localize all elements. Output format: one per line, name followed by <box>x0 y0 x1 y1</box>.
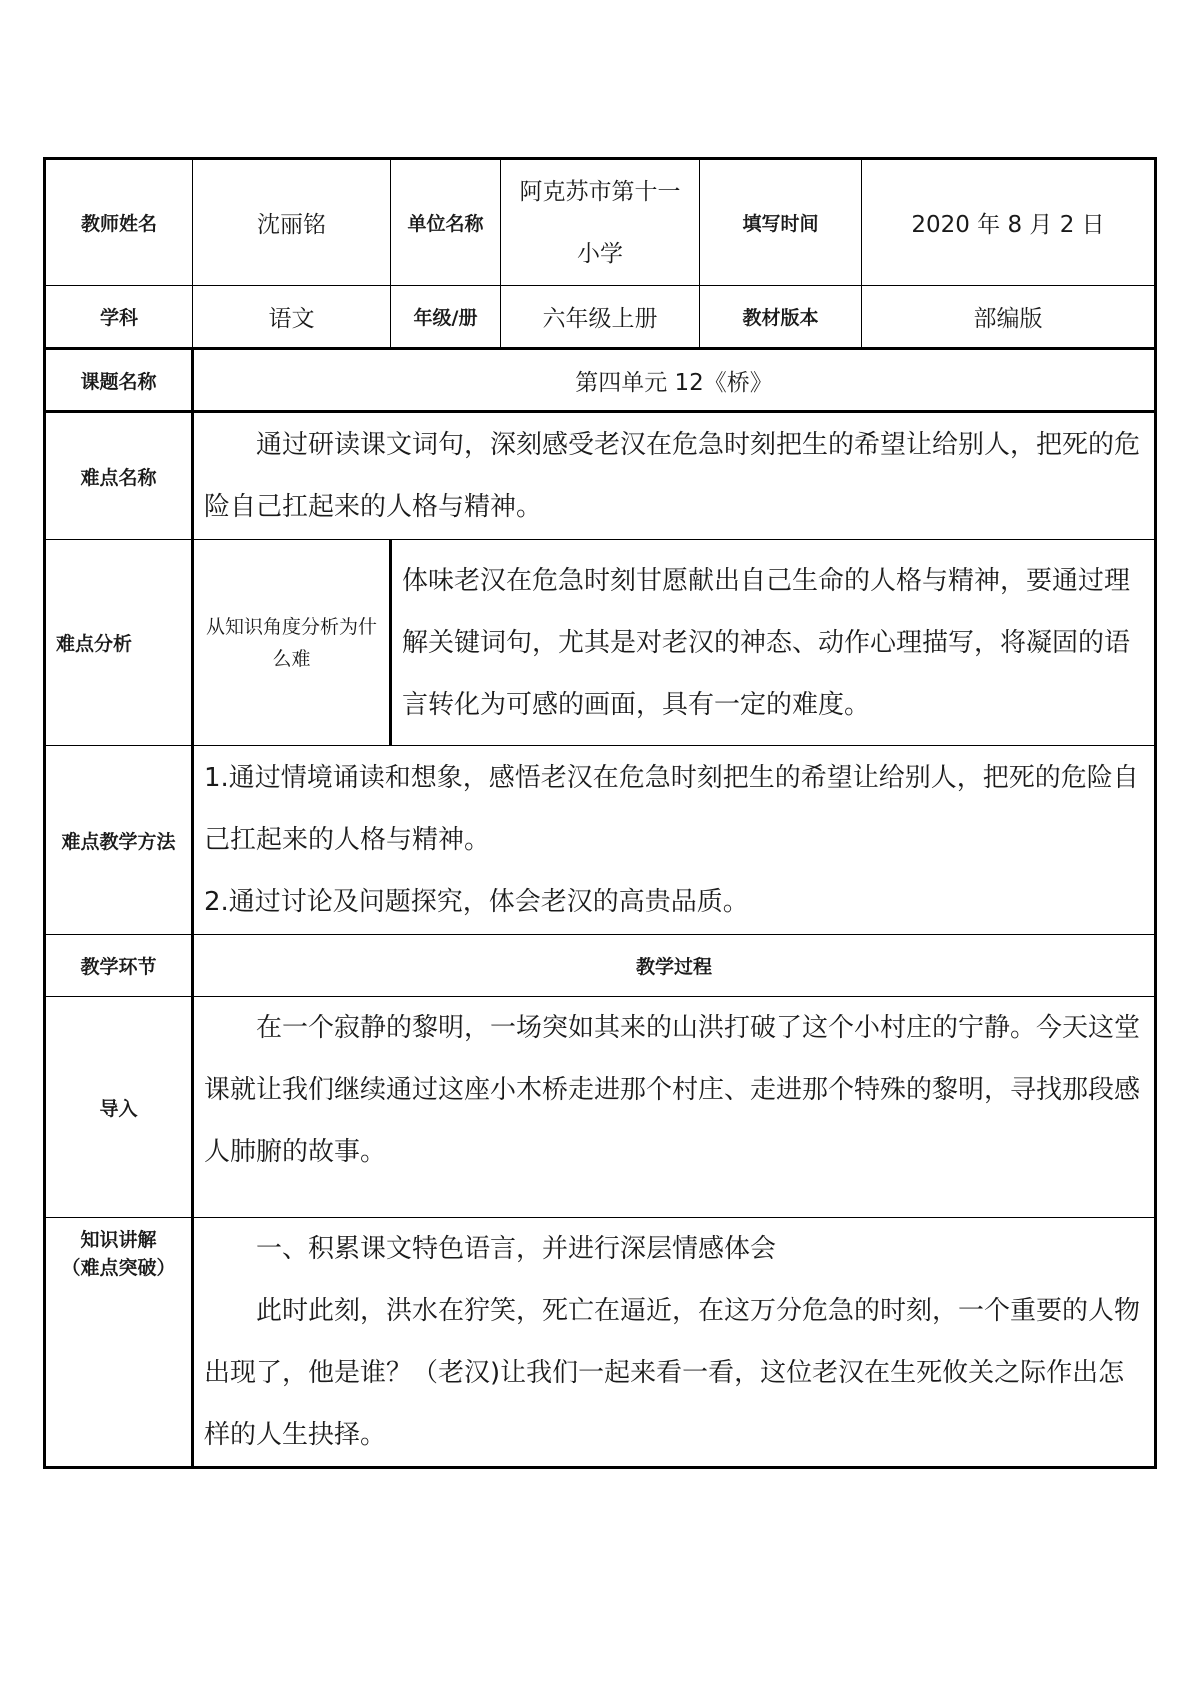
knowledge-heading: 一、积累课文特色语言，并进行深层情感体会 <box>256 1234 777 1264</box>
edition-label: 教材版本 <box>700 286 862 349</box>
analysis-sublabel: 从知识角度分析为什么难 <box>193 540 391 746</box>
analysis-row <box>45 540 1156 746</box>
lesson-plan-table <box>43 157 1157 1469</box>
grade-value: 六年级上册 <box>501 286 700 349</box>
intro-label: 导入 <box>45 997 193 1218</box>
intro-row <box>45 997 1156 1218</box>
teacher-value: 沈丽铭 <box>193 159 391 286</box>
teacher-label: 教师姓名 <box>45 159 193 286</box>
method-label: 难点教学方法 <box>45 746 193 935</box>
difficulty-label: 难点名称 <box>45 412 193 540</box>
header-row-2 <box>45 286 1156 349</box>
topic-row <box>45 349 1156 412</box>
knowledge-label-line1: 知识讲解 <box>80 1229 157 1251</box>
method-row <box>45 746 1156 935</box>
method-item-2: 2.通过讨论及问题探究，体会老汉的高贵品质。 <box>204 887 749 917</box>
process-header-row <box>45 935 1156 997</box>
method-item-1: 1.通过情境诵读和想象，感悟老汉在危急时刻把生的希望让给别人，把死的危险自己扛起来的人格与精神。 <box>204 763 1139 855</box>
unit-value: 阿克苏市第十一小学 <box>501 159 700 286</box>
unit-label: 单位名称 <box>391 159 501 286</box>
analysis-label: 难点分析 <box>45 540 193 746</box>
knowledge-label <box>45 1218 193 1468</box>
subject-label: 学科 <box>45 286 193 349</box>
knowledge-cell <box>193 1218 1156 1468</box>
process-title: 教学过程 <box>193 935 1156 997</box>
intro-text: 在一个寂静的黎明，一场突如其来的山洪打破了这个小村庄的宁静。今天这堂课就让我们继续通过这座小木桥走进那个村庄、走进那个特殊的黎明，寻找那段感人肺腑的故事。 <box>193 997 1156 1218</box>
date-label: 填写时间 <box>700 159 862 286</box>
subject-value: 语文 <box>193 286 391 349</box>
date-value: 2020 年 8 月 2 日 <box>862 159 1156 286</box>
header-row-1 <box>45 159 1156 286</box>
knowledge-text: 此时此刻，洪水在狞笑，死亡在逼近，在这万分危急的时刻，一个重要的人物出现了，他是谁？（老汉)让我们一起来看一看，这位老汉在生死攸关之际作出怎样的人生抉择。 <box>204 1296 1141 1450</box>
knowledge-row <box>45 1218 1156 1468</box>
grade-label: 年级/册 <box>391 286 501 349</box>
edition-value: 部编版 <box>862 286 1156 349</box>
difficulty-row <box>45 412 1156 540</box>
knowledge-label-line2: （难点突破） <box>61 1257 176 1279</box>
method-cell <box>193 746 1156 935</box>
lesson-plan-sheet <box>43 157 1154 1469</box>
topic-label: 课题名称 <box>45 349 193 412</box>
topic-value: 第四单元 12《桥》 <box>193 349 1156 412</box>
process-stage-label: 教学环节 <box>45 935 193 997</box>
analysis-text: 体味老汉在危急时刻甘愿献出自己生命的人格与精神，要通过理解关键词句，尤其是对老汉的神态、动作心理描写，将凝固的语言转化为可感的画面，具有一定的难度。 <box>391 540 1156 746</box>
difficulty-text: 通过研读课文词句，深刻感受老汉在危急时刻把生的希望让给别人，把死的危险自己扛起来的人格与精神。 <box>193 412 1156 540</box>
